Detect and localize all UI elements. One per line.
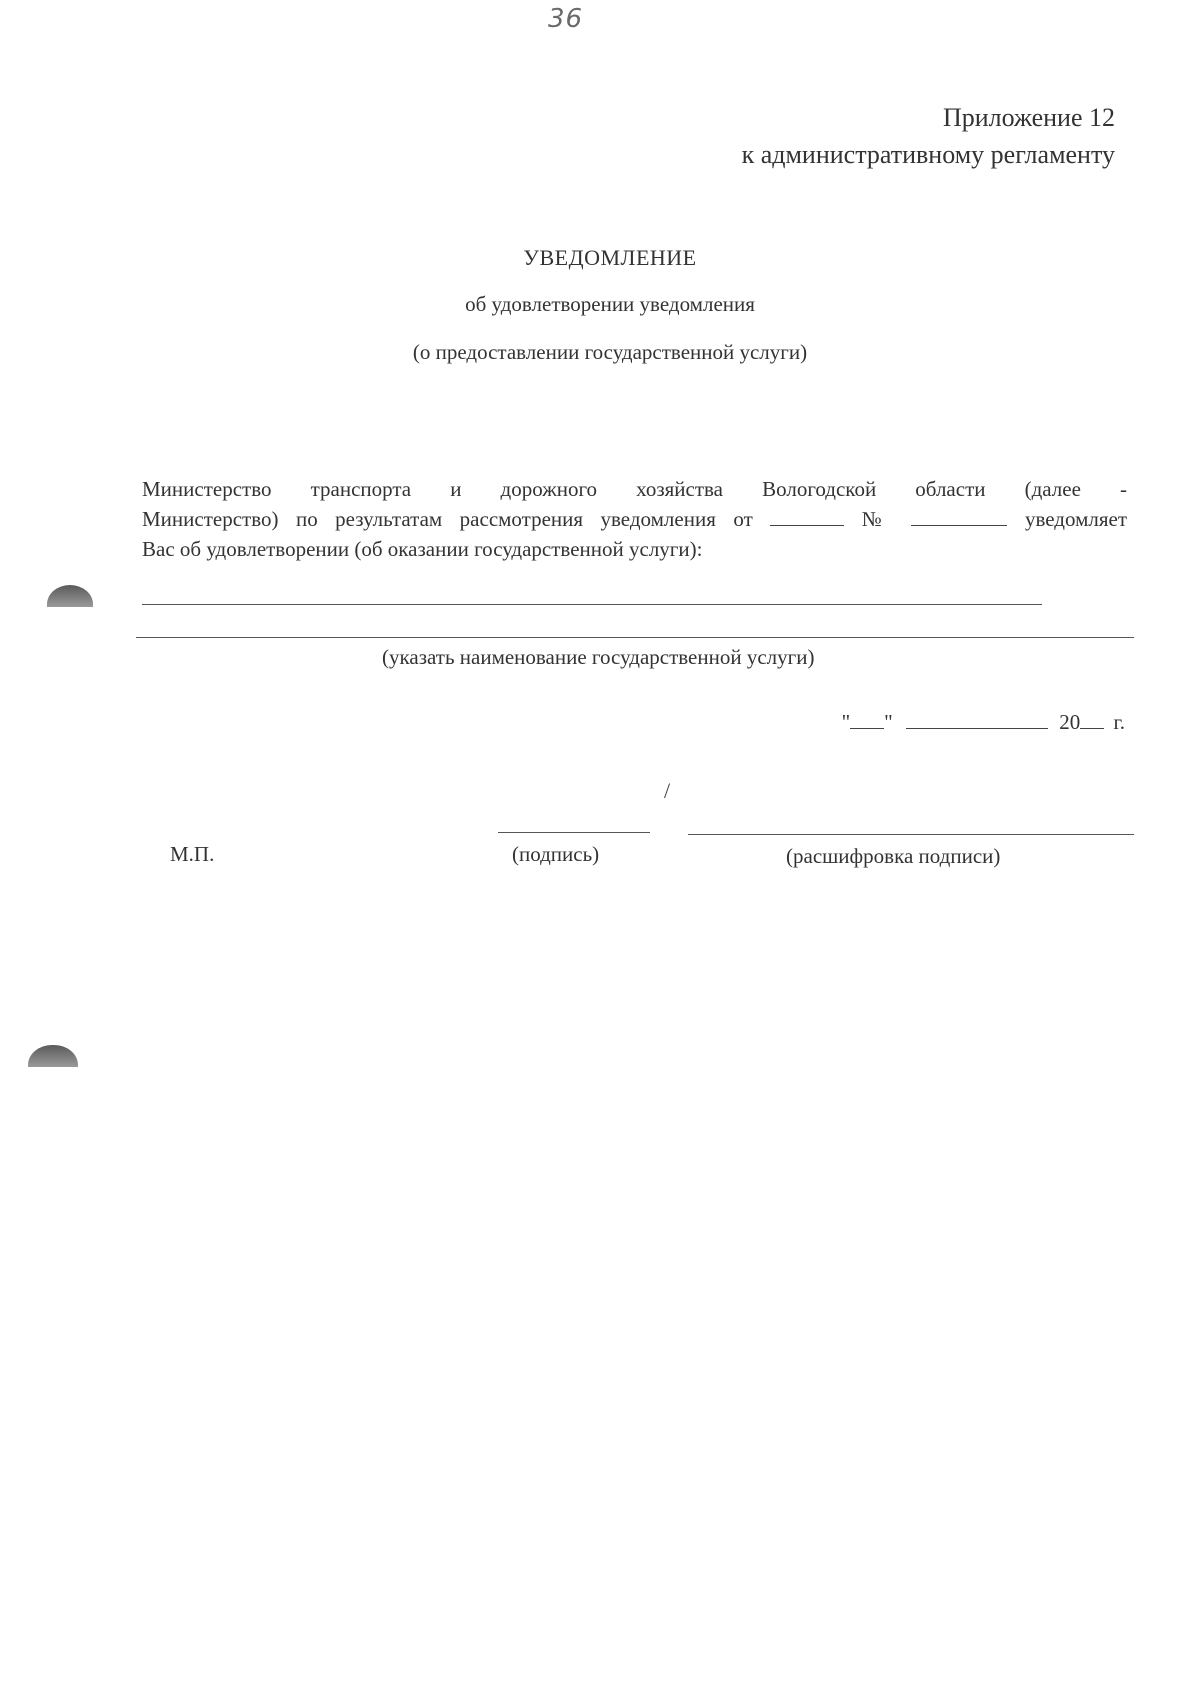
number-blank-field[interactable]: [911, 507, 1007, 526]
date-quote-open: ": [841, 710, 851, 734]
body-line-1: Министерство транспорта и дорожного хозяйства Вологодской области (далее -: [142, 477, 1127, 501]
body-line-2: [142, 504, 1127, 534]
month-blank-field[interactable]: [906, 710, 1048, 729]
number-sign: №: [861, 507, 894, 531]
notification-body: [142, 474, 1127, 564]
appendix-number: Приложение 12: [942, 103, 1115, 132]
handwritten-page-number: 36: [548, 4, 584, 34]
body-line-2-start: Министерство) по результатам рассмотрения уведомления от: [142, 507, 753, 531]
document-title: УВЕДОМЛЕНИЕ: [523, 245, 697, 270]
punch-hole-mark: [47, 585, 93, 607]
service-name-line-2[interactable]: [136, 637, 1134, 638]
service-name-line-1[interactable]: [142, 604, 1042, 605]
punch-hole-mark: [28, 1045, 78, 1067]
day-blank-field[interactable]: [850, 710, 884, 729]
date-line: [842, 710, 1125, 735]
date-quote-close: ": [884, 710, 893, 734]
signature-decode-caption: (расшифровка подписи): [786, 844, 1001, 868]
date-blank-field[interactable]: [770, 507, 844, 526]
year-suffix: г.: [1113, 710, 1125, 734]
signature-separator: /: [664, 778, 671, 803]
body-line-2-end: уведомляет: [1024, 507, 1128, 531]
document-subtitle-parenthetical: (о предоставлении государственной услуги): [412, 340, 808, 364]
signature-line[interactable]: [498, 832, 650, 833]
document-subtitle: об удовлетворении уведомления: [465, 292, 755, 316]
year-prefix: 20: [1059, 710, 1081, 734]
signature-caption: (подпись): [512, 842, 600, 866]
stamp-label: М.П.: [170, 842, 215, 866]
body-line-3: Вас об удовлетворении (об оказании государственной услуги):: [142, 537, 703, 561]
appendix-reference: к административному регламенту: [741, 140, 1115, 169]
service-name-caption: (указать наименование государственной услуги): [382, 645, 815, 669]
signature-decode-line[interactable]: [688, 834, 1134, 835]
year-blank-field[interactable]: [1080, 710, 1104, 729]
